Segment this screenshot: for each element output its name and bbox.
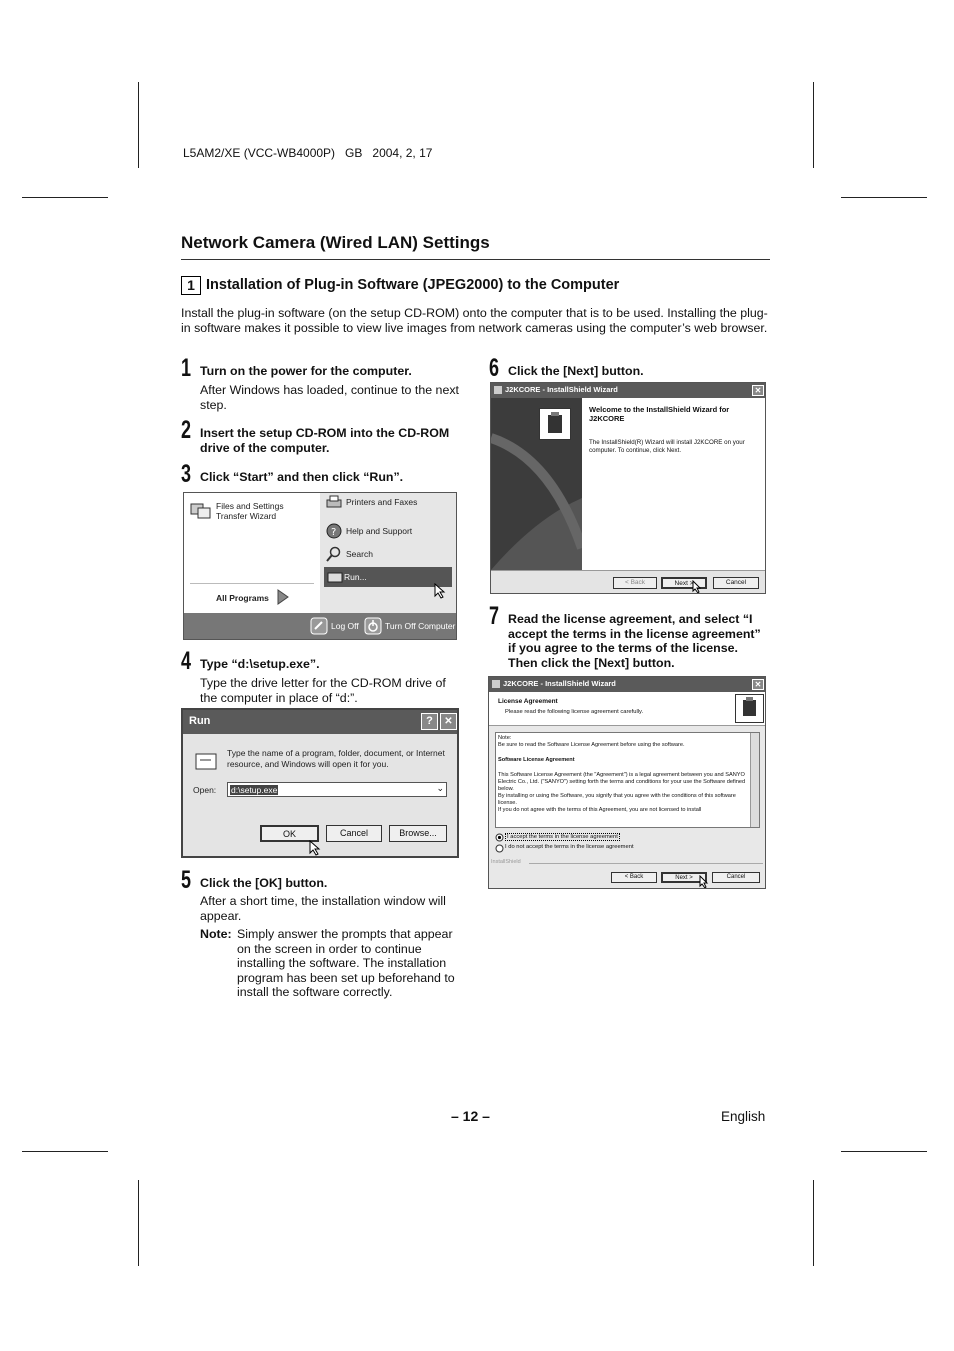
close-button[interactable]: ✕: [752, 679, 764, 690]
step-number: 6: [489, 354, 500, 382]
step-number: 3: [181, 460, 192, 488]
app-icon: [494, 386, 502, 394]
crop-mark: [813, 1180, 814, 1266]
cancel-button[interactable]: Cancel: [712, 872, 760, 883]
mouse-cursor-icon: [434, 583, 446, 599]
note-label: Note:: [200, 927, 232, 941]
chevron-down-icon[interactable]: ⌄: [436, 783, 444, 793]
run-program-icon: [193, 752, 219, 772]
back-button[interactable]: < Back: [611, 872, 657, 883]
browse-button[interactable]: Browse...: [389, 825, 447, 842]
license-line: Software License Agreement: [498, 757, 575, 763]
section-title: Installation of Plug-in Software (JPEG2000) to the Computer: [206, 277, 620, 293]
license-heading: License Agreement: [498, 698, 558, 705]
start-menu-screenshot: [183, 492, 457, 640]
wizard-heading: Welcome to the InstallShield Wizard for J2KCORE: [589, 405, 730, 423]
page-title: Network Camera (Wired LAN) Settings: [181, 233, 490, 252]
run-menu-item-highlight[interactable]: [324, 567, 452, 587]
turn-off-button[interactable]: Turn Off Computer: [385, 621, 456, 631]
start-menu-item[interactable]: Help and Support: [346, 526, 413, 536]
installshield-brand: InstallShield: [491, 859, 521, 865]
close-button[interactable]: ✕: [752, 385, 764, 396]
open-input-value: d:\setup.exe: [231, 785, 278, 795]
log-off-button[interactable]: Log Off: [331, 621, 359, 631]
next-button[interactable]: Next >: [661, 577, 707, 589]
ok-button[interactable]: OK: [260, 825, 319, 842]
app-icon: [492, 680, 500, 688]
wizard-title: J2KCORE - InstallShield Wizard: [505, 385, 618, 394]
menu-divider: [190, 583, 314, 584]
wizard-title: J2KCORE - InstallShield Wizard: [503, 679, 616, 688]
wizard-button-bar: [491, 570, 766, 594]
step-heading: Click the [Next] button.: [508, 364, 644, 378]
step-body: Type the drive letter for the CD-ROM drive of the computer in place of “d:”.: [200, 676, 446, 705]
accept-radio[interactable]: [495, 833, 504, 842]
transfer-wizard-icon: [190, 501, 212, 521]
power-icon: [364, 617, 382, 635]
step-number: 2: [181, 416, 192, 444]
run-dialog-screenshot: [181, 708, 459, 858]
license-line: Note:: [498, 735, 512, 741]
installer-icon: [735, 694, 764, 723]
note-text: Simply answer the prompts that appear on the screen in order to continue installing the software. The installation program has been set up beforehand to install the software correctly.: [237, 927, 455, 999]
step-body: After a short time, the installation window will appear.: [200, 894, 446, 923]
cancel-button[interactable]: Cancel: [713, 577, 759, 589]
start-menu-footer: [184, 613, 457, 640]
footer-divider: [529, 863, 763, 864]
wizard-titlebar: [491, 383, 765, 398]
crop-mark: [841, 197, 927, 198]
close-button[interactable]: ✕: [440, 713, 457, 730]
wizard-text: The InstallShield(R) Wizard will install J2KCORE on your computer. To continue, click Next.: [589, 439, 745, 454]
installer-icon: [539, 408, 571, 440]
wizard-titlebar: [489, 677, 765, 692]
wizard-side-panel: [491, 398, 582, 570]
crop-mark: [841, 1151, 927, 1152]
all-programs-label[interactable]: All Programs: [216, 593, 269, 603]
mouse-cursor-icon: [699, 875, 709, 889]
step-number: 5: [181, 866, 192, 894]
license-line: By installing or using the Software, you signify that you agree with the conditions of this software license.: [498, 793, 736, 806]
step-heading: Read the license agreement, and select “I accept the terms in the license agreement” if you agree to the terms of the license. Then click the [Next] button.: [508, 612, 761, 670]
step-number: 7: [489, 602, 500, 630]
svg-text:?: ?: [331, 527, 337, 538]
step-heading: Insert the setup CD-ROM into the CD-ROM drive of the computer.: [200, 426, 450, 455]
open-input[interactable]: [227, 782, 447, 797]
log-off-icon: [310, 617, 328, 635]
license-line: Be sure to read the Software License Agreement before using the software.: [498, 742, 685, 748]
title-divider: [181, 259, 770, 260]
mouse-cursor-icon: [309, 840, 321, 856]
wizard-header-band: [489, 692, 766, 726]
start-menu-right-pane: [320, 493, 457, 613]
license-line: This Software License Agreement (the "Agreement") is a legal agreement between you and SANYO Electric Co., Ltd. ("SANYO") setting forth the terms and conditions for your use the Software defined below.: [498, 772, 746, 792]
step-heading: Click “Start” and then click “Run”.: [200, 470, 404, 484]
help-icon: [326, 523, 342, 539]
crop-mark: [22, 1151, 108, 1152]
license-text: [498, 735, 748, 814]
decline-label[interactable]: I do not accept the terms in the license agreement: [505, 844, 634, 850]
next-button[interactable]: Next >: [661, 872, 707, 883]
step-number: 1: [181, 354, 192, 382]
step-number: 4: [181, 647, 192, 675]
crop-mark: [138, 82, 139, 168]
wizard-welcome-screenshot: [490, 382, 766, 594]
help-button[interactable]: ?: [421, 713, 438, 730]
start-menu-left-pane: [184, 493, 320, 613]
arrow-right-icon: [276, 589, 290, 605]
start-menu-item[interactable]: Printers and Faxes: [346, 497, 418, 507]
intro-paragraph: Install the plug-in software (on the setup CD-ROM) onto the computer that is to be used. Installing the plug-in software makes it possible to view live images from network cameras using the computer’s web browser.: [181, 306, 768, 335]
back-button[interactable]: < Back: [613, 577, 657, 589]
printer-icon: [326, 495, 342, 509]
run-dialog-title: Run: [189, 715, 211, 727]
open-label: Open:: [193, 785, 217, 795]
run-icon: [327, 570, 343, 584]
run-menu-label: Run...: [344, 572, 367, 582]
license-line: If you do not agree with the terms of this Agreement, you are not licensed to install: [498, 807, 702, 813]
language-label: English: [721, 1109, 766, 1124]
license-subheading: Please read the following license agreement carefully.: [505, 709, 644, 715]
search-icon: [326, 546, 342, 562]
step-heading: Turn on the power for the computer.: [200, 364, 412, 378]
step-heading: Click the [OK] button.: [200, 876, 328, 890]
crop-mark: [138, 1180, 139, 1266]
run-dialog-description: Type the name of a program, folder, document, or Internet resource, and Windows will open it for you.: [227, 748, 445, 769]
license-text-box[interactable]: [495, 732, 760, 828]
crop-mark: [22, 197, 108, 198]
step-body: After Windows has loaded, continue to the next step.: [200, 383, 459, 412]
document-code: L5AM2/XE (VCC-WB4000P) GB 2004, 2, 17: [183, 146, 433, 160]
crop-mark: [813, 82, 814, 168]
cancel-button[interactable]: Cancel: [326, 825, 382, 842]
mouse-cursor-icon: [692, 580, 702, 594]
start-menu-item[interactable]: Search: [346, 549, 373, 559]
section-number: 1: [181, 276, 201, 295]
page-number: – 12 –: [451, 1108, 490, 1124]
run-dialog-titlebar: [183, 710, 457, 734]
step-heading: Type “d:\setup.exe”.: [200, 657, 320, 671]
wizard-license-screenshot: [488, 676, 766, 889]
accept-label[interactable]: I accept the terms in the license agreement: [507, 834, 618, 840]
decline-radio[interactable]: [495, 844, 504, 853]
start-menu-item[interactable]: Files and Settings Transfer Wizard: [216, 501, 284, 521]
license-scrollbar[interactable]: [750, 733, 759, 827]
